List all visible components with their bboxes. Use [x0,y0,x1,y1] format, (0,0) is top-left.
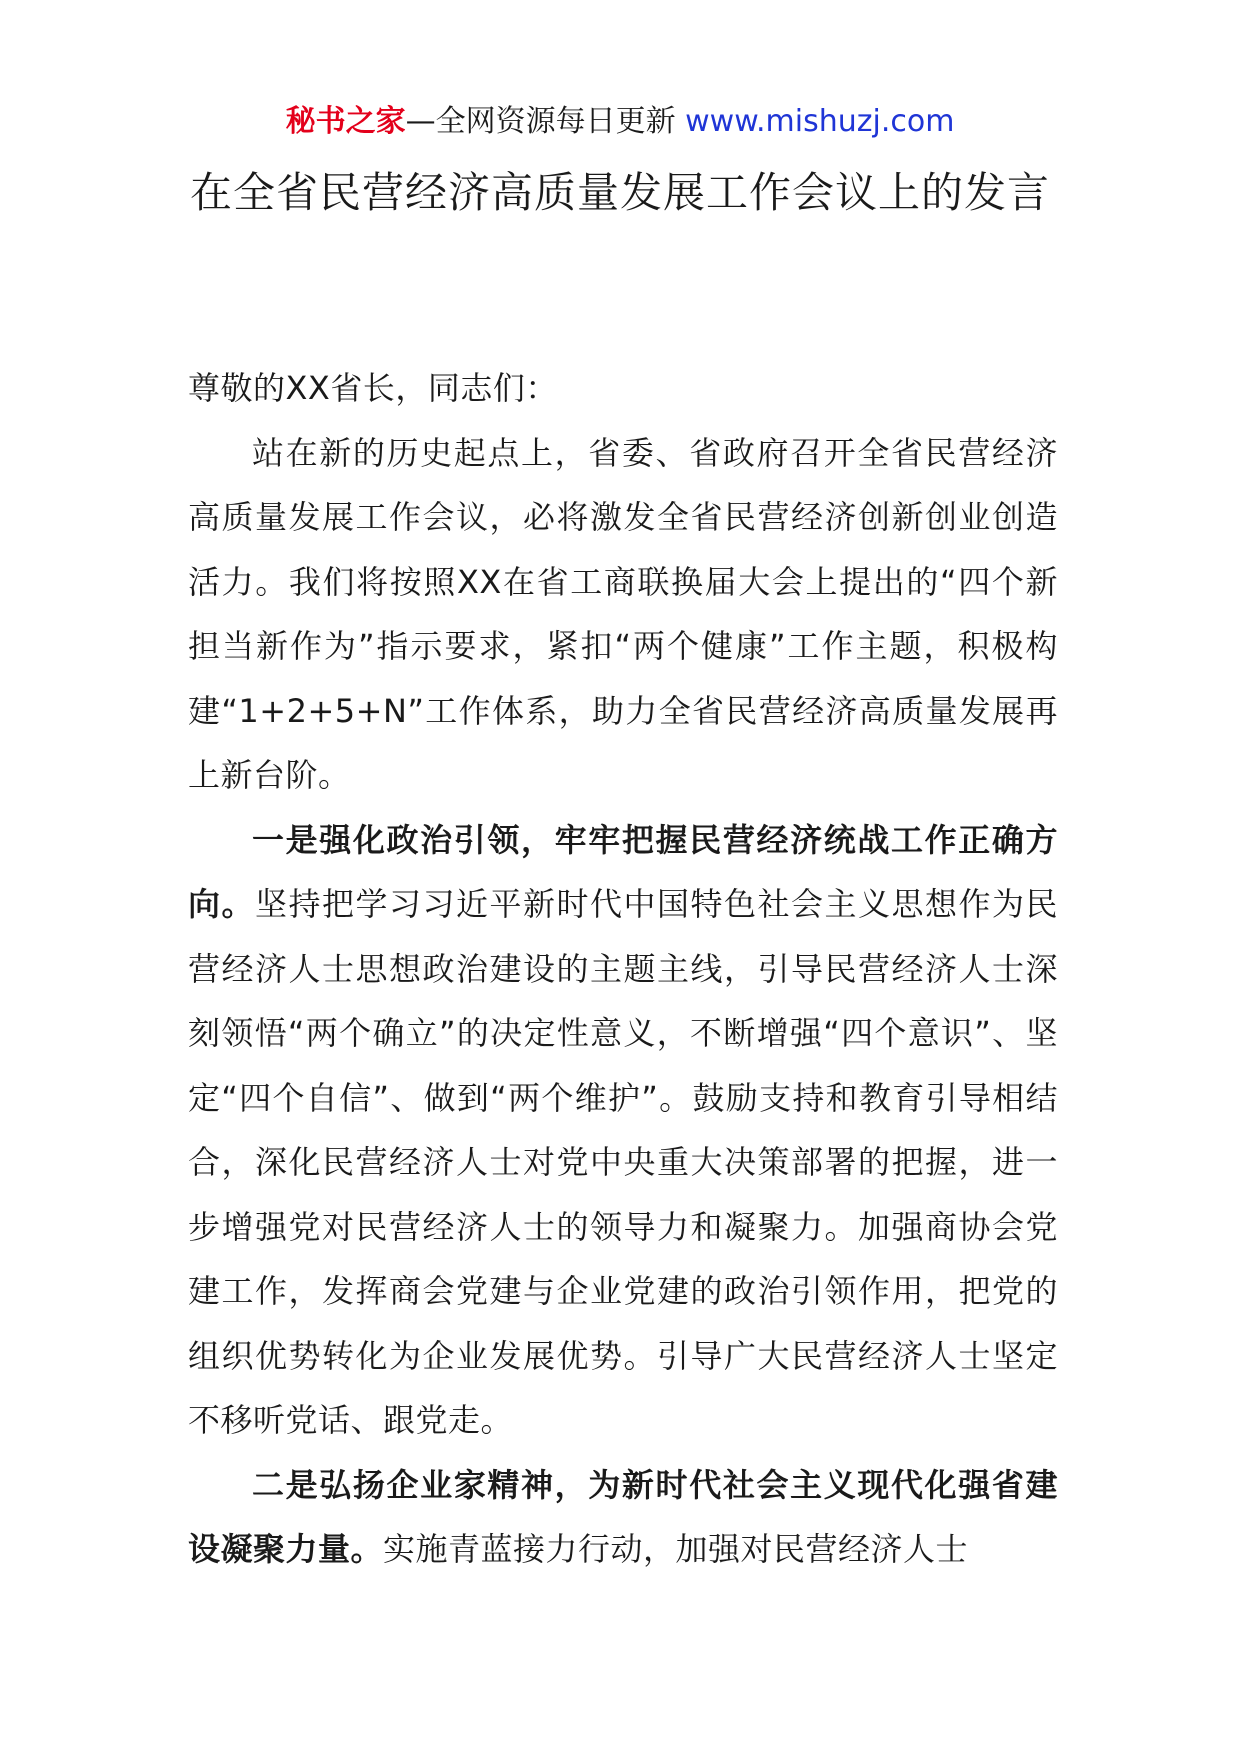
header-tagline: —全网资源每日更新 [405,104,686,139]
site-header [0,100,1240,144]
paragraph-lead: 二是弘扬企业家精神，为新时代社会主义现代化强省建设凝聚力量。 [188,1465,1058,1568]
document-body [188,356,1058,1582]
paragraph-intro [188,421,1058,808]
paragraph-point-1 [188,808,1058,1453]
paragraph-text: 站在新的历史起点上，省委、省政府召开全省民营经济高质量发展工作会议，必将激发全省民营经济创新创业创造活力。我们将按照XX在省工商联换届大会上提出的“四个新担当新作为”指示要求，紧扣“两个健康”工作主题，积极构建“1+2+5+N”工作体系，助力全省民营经济高质量发展再上新台阶。 [188,433,1058,794]
paragraph-text: 坚持把学习习近平新时代中国特色社会主义思想作为民营经济人士思想政治建设的主题主线，引导民营经济人士深刻领悟“两个确立”的决定性意义，不断增强“四个意识”、坚定“四个自信”、做到“两个维护”。鼓励支持和教育引导相结合，深化民营经济人士对党中央重大决策部署的把握，进一步增强党对民营经济人士的领导力和凝聚力。加强商协会党建工作，发挥商会党建与企业党建的政治引领作用，把党的组织优势转化为企业发展优势。引导广大民营经济人士坚定不移听党话、跟党走。 [188,885,1058,1439]
paragraph-point-2 [188,1453,1058,1582]
salutation: 尊敬的XX省长，同志们： [188,369,558,407]
brand-name: 秘书之家 [285,104,406,139]
paragraph-lead: 一是强化政治引领，牢牢把握民营经济统战工作正确方向。 [188,820,1058,923]
paragraph-text: 实施青蓝接力行动，加强对民营经济人士 [383,1530,969,1568]
document-title: 在全省民营经济高质量发展工作会议上的发言 [190,168,1051,217]
site-url-link[interactable]: www.mishuzj.com [685,104,955,139]
